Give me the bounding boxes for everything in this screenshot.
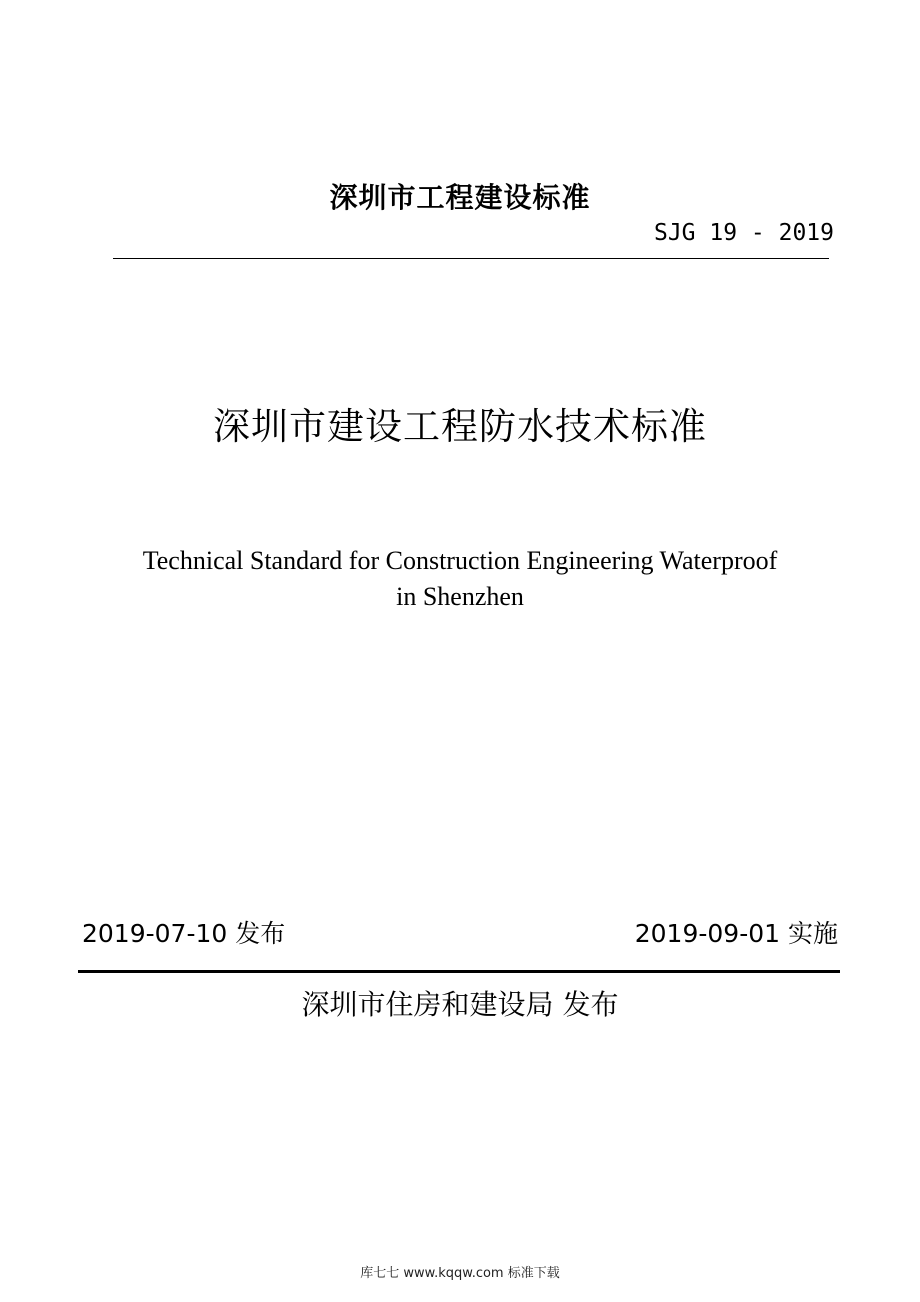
english-title-line-2: in Shenzhen <box>396 582 524 611</box>
footer-divider <box>78 970 840 973</box>
issue-date: 2019-07-10 发布 <box>82 919 286 948</box>
watermark-text: 库七七 www.kqqw.com 标准下载 <box>360 1266 560 1281</box>
header-divider <box>113 258 829 259</box>
document-title-chinese: 深圳市建设工程防水技术标准 <box>213 405 707 448</box>
document-title-english <box>0 543 920 615</box>
english-title-line-1: Technical Standard for Construction Engineering Waterproof <box>142 546 778 575</box>
publisher: 深圳市住房和建设局 发布 <box>301 988 619 1021</box>
series-title: 深圳市工程建设标准 <box>329 181 591 214</box>
implementation-date: 2019-09-01 实施 <box>634 919 838 948</box>
standard-code: SJG 19 - 2019 <box>653 220 834 246</box>
